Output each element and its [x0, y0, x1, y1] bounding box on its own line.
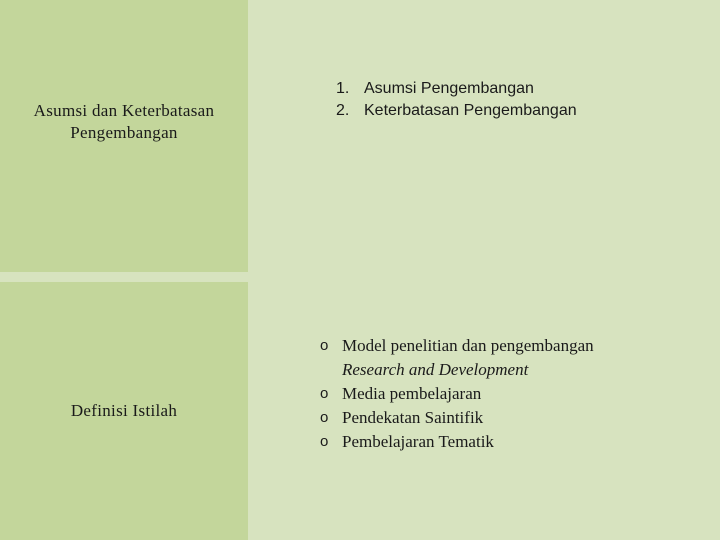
list-item-text: Pembelajaran Tematik — [342, 432, 494, 451]
section-heading-definisi: Definisi Istilah — [70, 401, 178, 420]
list-item — [336, 100, 577, 122]
list-item-text: Asumsi Pengembangan — [364, 80, 534, 97]
list-item-subtext: Research and Development — [342, 360, 529, 379]
bullet-circle-icon: o — [320, 409, 329, 426]
list-item-text: Media pembelajaran — [342, 384, 482, 403]
bullet-circle-icon: o — [320, 433, 329, 450]
list-item — [320, 406, 594, 430]
bullet-circle-icon: o — [320, 337, 329, 354]
list-item — [336, 78, 577, 100]
list-number: 2. — [336, 102, 350, 119]
panel-divider — [0, 272, 248, 282]
section-heading-asumsi — [0, 100, 248, 144]
heading-line-1: Asumsi dan Keterbatasan — [33, 101, 215, 120]
bullet-circle-icon: o — [320, 385, 329, 402]
list-item — [320, 334, 594, 382]
numbered-list — [336, 78, 577, 122]
bullet-list — [320, 334, 594, 454]
heading-line-2: Pengembangan — [70, 123, 178, 142]
list-item-text: Keterbatasan Pengembangan — [364, 102, 577, 119]
list-item-text: Pendekatan Saintifik — [342, 408, 484, 427]
list-item — [320, 382, 594, 406]
list-number: 1. — [336, 80, 350, 97]
list-item — [320, 430, 594, 454]
list-item-text: Model penelitian dan pengembangan — [342, 336, 594, 355]
